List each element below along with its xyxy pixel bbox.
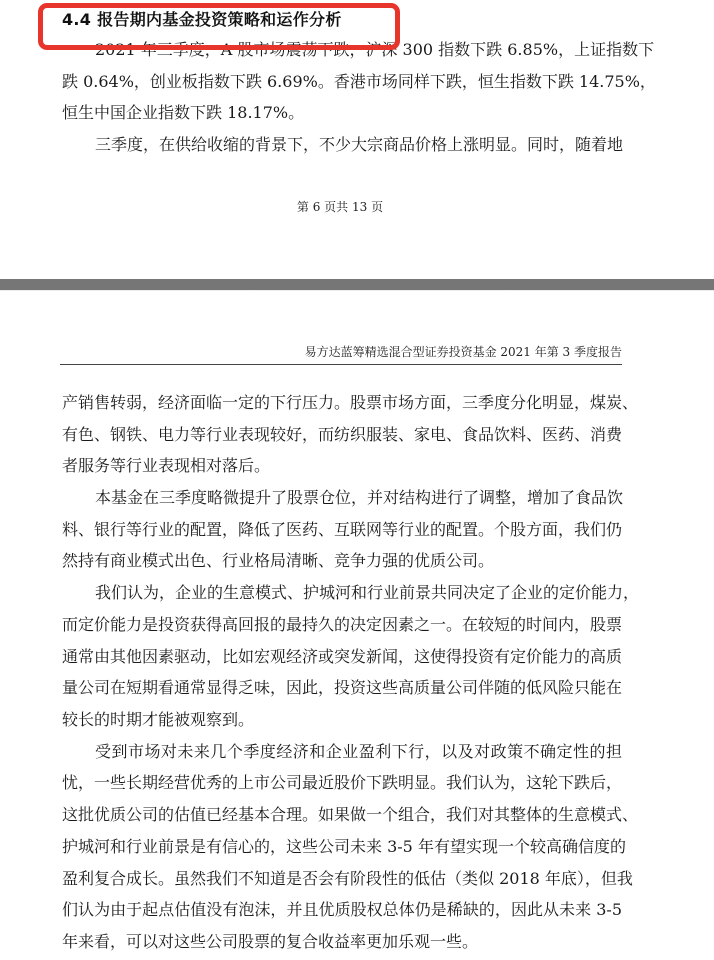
paragraph-line: 产销售转弱，经济面临一定的下行压力。股票市场方面，三季度分化明显，煤炭、 <box>62 393 639 412</box>
paragraph-line: 量公司在短期看通常显得乏味，因此，投资这些高质量公司伴随的低风险只能在 <box>62 678 623 697</box>
paragraph-line: 盈利复合成长。虽然我们不知道是否会有阶段性的低估（类似 2018 年底），但我 <box>62 869 633 888</box>
paragraph-line: 三季度，在供给收缩的背景下，不少大宗商品价格上涨明显。同时，随着地 <box>95 135 624 154</box>
paragraph-line: 受到市场对未来几个季度经济和企业盈利下行，以及对政策不确定性的担 <box>95 742 622 761</box>
section-heading: 4.4 报告期内基金投资策略和运作分析 <box>62 10 342 29</box>
paragraph-line: 年来看，可以对这些公司股票的复合收益率更加乐观一些。 <box>62 932 479 951</box>
paragraph-line: 而定价能力是投资获得高回报的最持久的决定因素之一。在较短的时间内，股票 <box>62 615 623 634</box>
document-page-6 <box>0 0 714 279</box>
paragraph-line: 料、银行等行业的配置，降低了医药、互联网等行业的配置。个股方面，我们仍 <box>62 520 623 539</box>
paragraph-line: 2021 年三季度，A 股市场震荡下跌，沪深 300 指数下跌 6.85%，上证指数下 <box>95 40 655 59</box>
paragraph-line: 忧，一些长期经营优秀的上市公司最近股价下跌明显。我们认为，这轮下跌后， <box>62 773 623 792</box>
paragraph-line: 较长的时期才能被观察到。 <box>62 710 255 729</box>
page-number-footer: 第 6 页共 13 页 <box>296 200 384 214</box>
paragraph-line: 有色、钢铁、电力等行业表现较好，而纺织服装、家电、食品饮料、医药、消费 <box>62 425 623 444</box>
header-rule-divider <box>60 364 622 365</box>
running-header: 易方达蓝筹精选混合型证券投资基金 2021 年第 3 季度报告 <box>304 345 622 359</box>
paragraph-line: 们认为由于起点估值没有泡沫，并且优质股权总体仍是稀缺的，因此从未来 3-5 <box>62 900 622 919</box>
paragraph-line: 者服务等行业表现相对落后。 <box>62 456 271 475</box>
paragraph-line: 护城河和行业前景是有信心的，这些公司未来 3-5 年有望实现一个较高确信度的 <box>62 837 626 856</box>
paragraph-line: 然持有商业模式出色、行业格局清晰、竞争力强的优质公司。 <box>62 551 495 570</box>
paragraph-line: 我们认为，企业的生意模式、护城河和行业前景共同决定了企业的定价能力， <box>95 583 640 602</box>
paragraph-line: 恒生中国企业指数下跌 18.17%。 <box>62 103 305 122</box>
paragraph-line: 本基金在三季度略微提升了股票仓位，并对结构进行了调整，增加了食品饮 <box>95 488 624 507</box>
paragraph-line: 通常由其他因素驱动，比如宏观经济或突发新闻，这使得投资有定价能力的高质 <box>62 647 623 666</box>
page-separator <box>0 279 714 290</box>
paragraph-line: 这批优质公司的估值已经基本合理。如果做一个组合，我们对其整体的生意模式、 <box>62 805 639 824</box>
paragraph-line: 跌 0.64%，创业板指数下跌 6.69%。香港市场同样下跌，恒生指数下跌 14.75%， <box>62 72 656 91</box>
